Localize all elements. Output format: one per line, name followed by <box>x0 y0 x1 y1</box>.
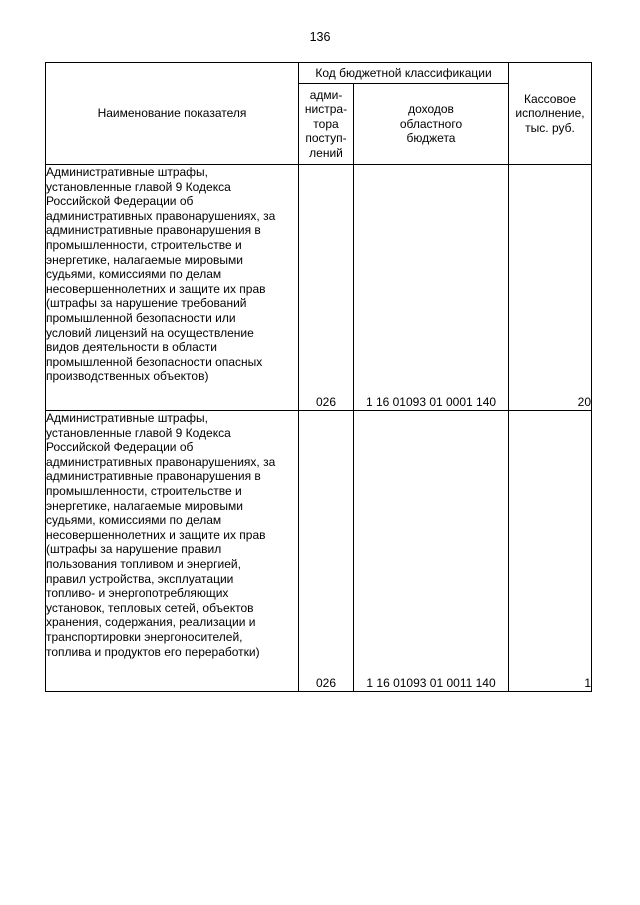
row-income-code: 1 16 01093 01 0001 140 <box>354 165 509 411</box>
budget-table <box>45 62 592 692</box>
row-description: Административные штрафы, установленные главой 9 Кодекса Российской Федерации об административных правонарушениях, за административные правонарушения в промышленности, строительстве и энергетике, налагаемые мировыми судьями, комиссиями по делам несовершеннолетних и защите их прав (штрафы за нарушение правил пользования топливом и энергией, правил устройства, эксплуатации топливо- и энергопотребляющих установок, тепловых сетей, объектов хранения, содержания, реализации и транспортировки энергоносителей, топлива и продуктов его переработки) <box>46 411 299 692</box>
header-indicator-name: Наименование показателя <box>46 63 299 165</box>
header-regional-income: доходов областного бюджета <box>354 84 509 165</box>
page-number: 136 <box>309 30 331 44</box>
row-income-code: 1 16 01093 01 0011 140 <box>354 411 509 692</box>
header-administrator: адми- нистра- тора поступ- лений <box>299 84 354 165</box>
header-cash-execution: Кассовое исполнение, тыс. руб. <box>509 63 592 165</box>
table-row <box>46 411 592 692</box>
row-administrator-code: 026 <box>299 411 354 692</box>
row-administrator-code: 026 <box>299 165 354 411</box>
header-budget-classification-code: Код бюджетной классификации <box>299 63 509 84</box>
row-description: Административные штрафы, установленные главой 9 Кодекса Российской Федерации об административных правонарушениях, за административные правонарушения в промышленности, строительстве и энергетике, налагаемые мировыми судьями, комиссиями по делам несовершеннолетних и защите их прав (штрафы за нарушение требований промышленной безопасности или условий лицензий на осуществление видов деятельности в области промышленной безопасности опасных производственных объектов) <box>46 165 299 411</box>
row-amount: 20 <box>509 165 592 411</box>
row-amount: 1 <box>509 411 592 692</box>
table-row <box>46 165 592 411</box>
